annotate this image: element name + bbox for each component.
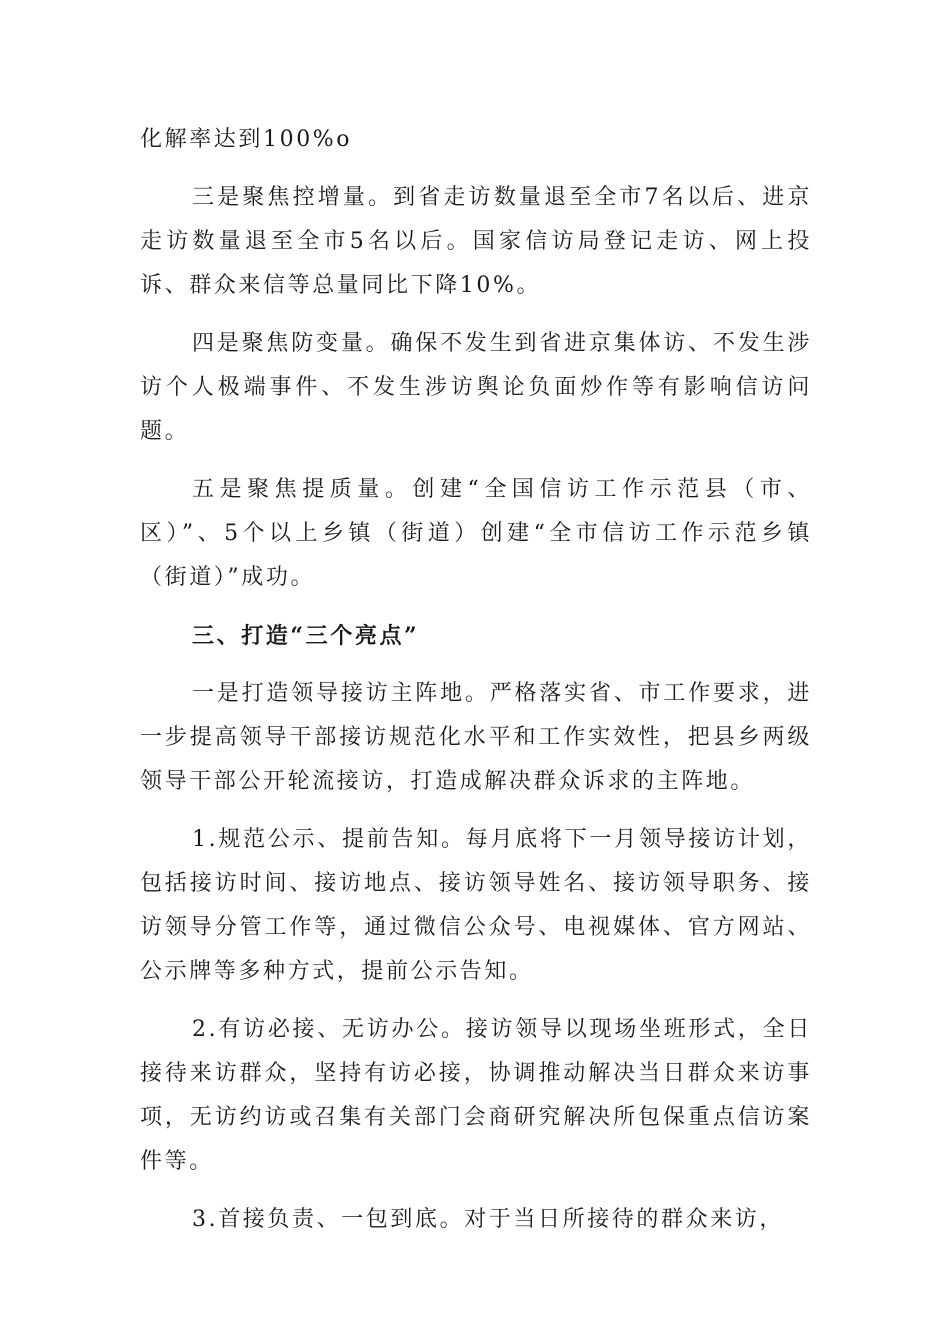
paragraph-leader-reception: 一是打造领导接访主阵地。严格落实省、市工作要求，进一步提高领导干部接访规范化水平和工作实效性，把县乡两级领导干部公开轮流接访，打造成解决群众诉求的主阵地。 [140, 681, 812, 794]
paragraph-item-3: 3.首接负责、一包到底。对于当日所接待的群众来访， [192, 1207, 784, 1232]
section-heading-three-highlights: 三、打造“三个亮点” [192, 623, 420, 649]
paragraph-prevent-change: 四是聚焦防变量。确保不发生到省进京集体访、不发生涉访个人极端事件、不发生涉访舆论负面炒作等有影响信访问题。 [140, 331, 812, 444]
document-body [140, 118, 812, 1256]
paragraph-resolution-rate: 化解率达到100%o [140, 127, 353, 152]
paragraph-item-2: 2.有访必接、无访办公。接访领导以现场坐班形式，全日接待来访群众，坚持有访必接，协调推动解决当日群众来访事项，无访约访或召集有关部门会商研究解决所包保重点信访案件等。 [140, 1017, 812, 1174]
paragraph-control-increase: 三是聚焦控增量。到省走访数量退至全市7名以后、进京走访数量退至全市5名以后。国家信访局登记走访、网上投诉、群众来信等总量同比下降10%。 [140, 185, 812, 298]
paragraph-item-1: 1.规范公示、提前告知。每月底将下一月领导接访计划，包括接访时间、接访地点、接访领导姓名、接访领导职务、接访领导分管工作等，通过微信公众号、电视媒体、官方网站、公示牌等多种方式，提前公示告知。 [140, 827, 812, 984]
paragraph-improve-quality: 五是聚焦提质量。创建“全国信访工作示范县（市、区）”、5个以上乡镇（街道）创建“全市信访工作示范乡镇（街道）”成功。 [140, 477, 812, 590]
